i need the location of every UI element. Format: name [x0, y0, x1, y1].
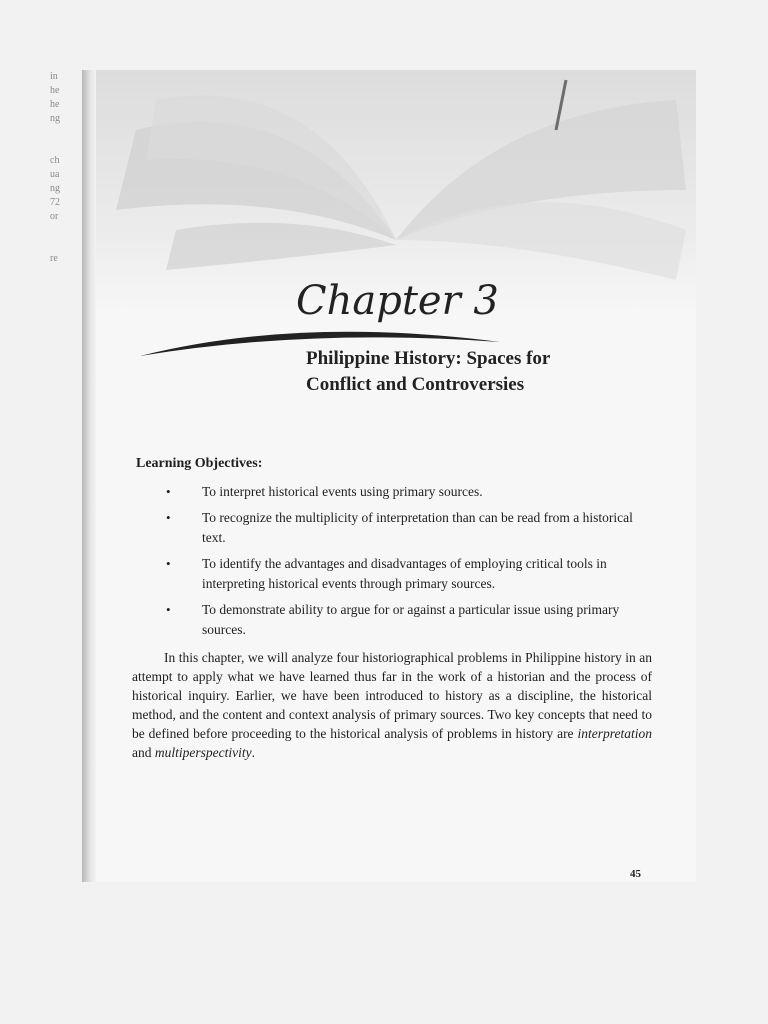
margin-gap: [50, 224, 70, 252]
chapter-title-line: Conflict and Controversies: [306, 374, 525, 395]
objective-item: [162, 482, 652, 502]
open-book-banner-image: [96, 70, 696, 310]
margin-gap: [50, 126, 70, 154]
margin-fragment: 72: [50, 197, 60, 208]
paragraph-text: and: [132, 745, 155, 760]
margin-fragment: ng: [50, 113, 60, 124]
margin-fragment: he: [50, 99, 60, 110]
margin-fragment: ua: [50, 169, 60, 180]
objective-text: To recognize the multiplicity of interpretation than can be read from a historical text.: [202, 510, 633, 545]
margin-fragment: in: [50, 71, 58, 82]
bullet-icon: •: [166, 602, 171, 617]
bullet-icon: •: [166, 484, 171, 499]
chapter-heading: Chapter 3: [296, 278, 499, 324]
objective-text: To interpret historical events using primary sources.: [202, 484, 483, 499]
objective-item: [162, 600, 652, 640]
paragraph-text: In this chapter, we will analyze four historiographical problems in Philippine history in an attempt to apply what we have learned thus far in the work of a historian and the process of historical inquiry. Earlier, we have been introduced to history as a discipline, the historical method, and the content and context analysis of primary sources. Two key concepts that need to be defined before proceeding to the historical analysis of problems in history are: [132, 650, 652, 741]
margin-fragment: he: [50, 85, 60, 96]
margin-fragment: ng: [50, 183, 60, 194]
learning-objectives-heading: Learning Objectives:: [136, 456, 263, 471]
margin-fragment: or: [50, 211, 59, 222]
intro-paragraph: [132, 648, 652, 762]
objective-item: [162, 508, 652, 548]
objective-text: To identify the advantages and disadvantages of employing critical tools in interpreting historical events through primary sources.: [202, 556, 607, 591]
margin-fragment: re: [50, 253, 58, 264]
chapter-title-line: Philippine History: Spaces for: [306, 348, 551, 369]
book-spine-shadow: [82, 70, 96, 882]
page-number: 45: [630, 868, 641, 880]
facing-page-margin: [50, 70, 70, 266]
objective-item: [162, 554, 652, 594]
book-page: [96, 70, 696, 882]
chapter-title: [306, 346, 666, 398]
learning-objectives-list: [162, 482, 652, 646]
objective-text: To demonstrate ability to argue for or against a particular issue using primary sources.: [202, 602, 620, 637]
open-book-illustration: [96, 70, 696, 310]
margin-fragment: ch: [50, 155, 60, 166]
paragraph-text: .: [251, 745, 255, 760]
bullet-icon: •: [166, 510, 171, 525]
bullet-icon: •: [166, 556, 171, 571]
term-interpretation: interpretation: [577, 726, 652, 741]
term-multiperspectivity: multiperspectivity: [154, 745, 252, 760]
